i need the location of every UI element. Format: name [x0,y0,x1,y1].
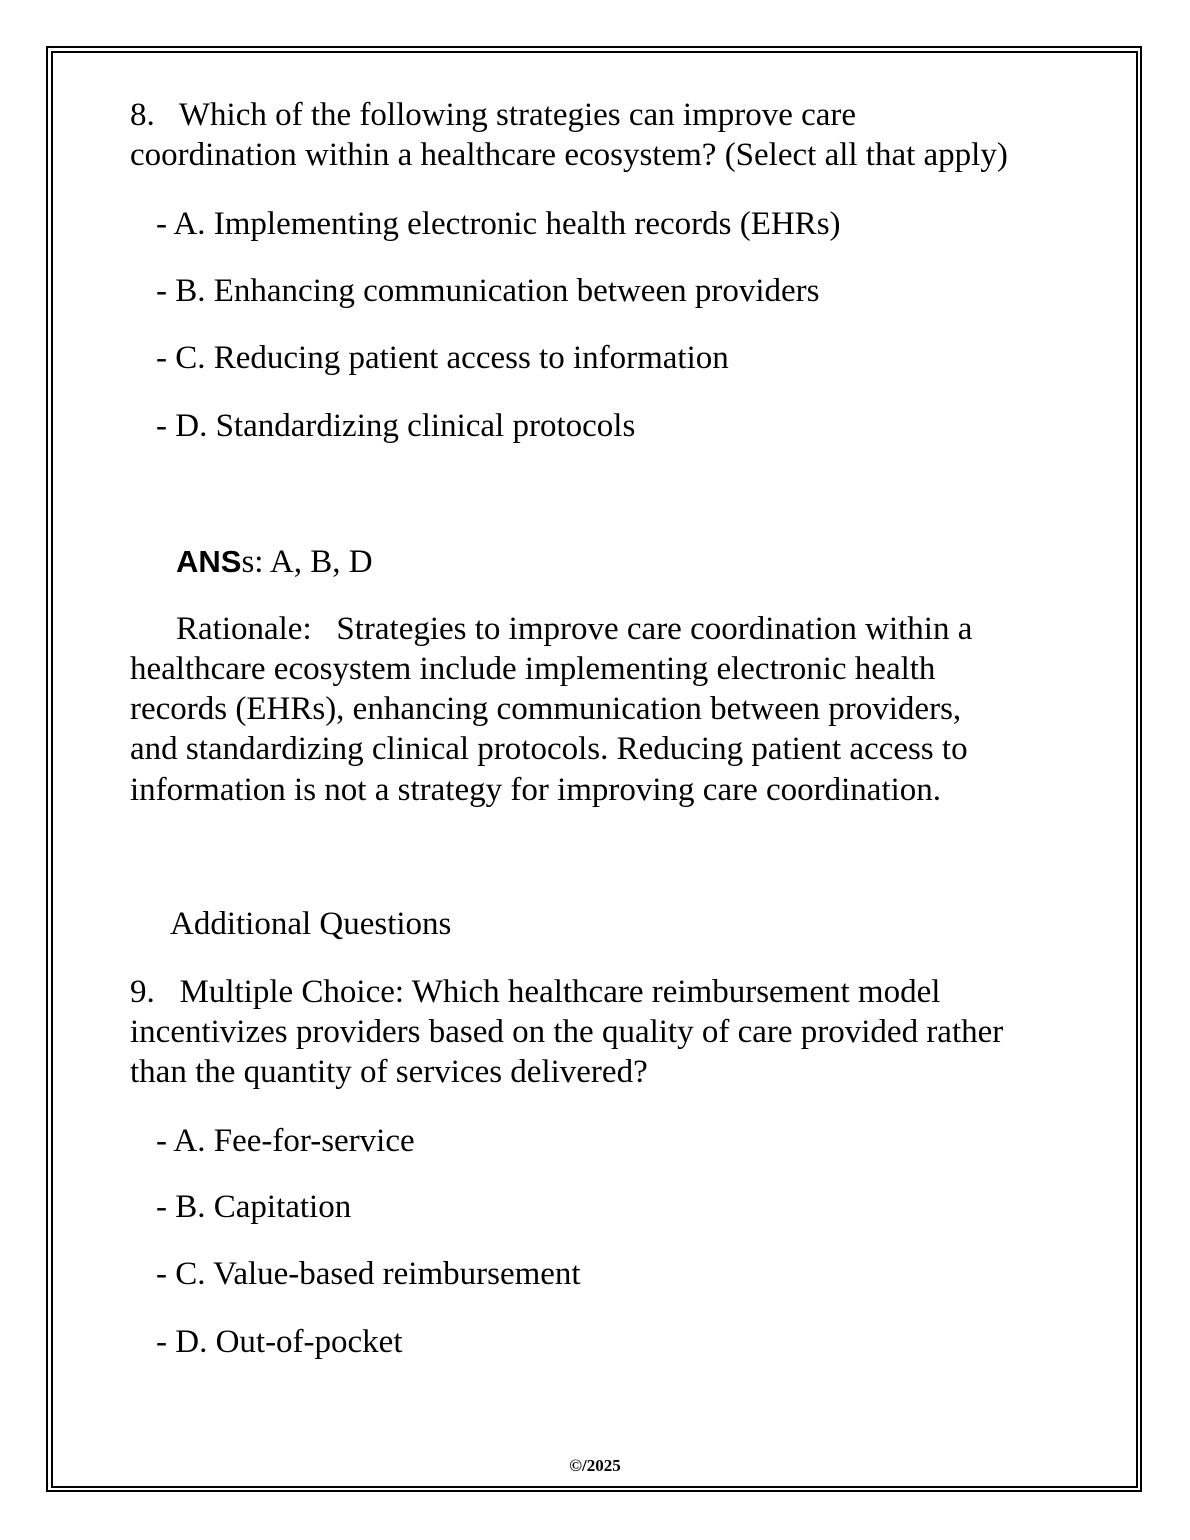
question-8-option-c: - C. Reducing patient access to information [156,340,729,376]
question-8-option-d: - D. Standardizing clinical protocols [156,408,636,444]
question-8-answer [176,542,373,582]
question-8-option-b: - B. Enhancing communication between providers [156,273,820,309]
rationale-line-5: information is not a strategy for improving care coordination. [130,772,942,808]
question-8-line-2: coordination within a healthcare ecosystem? (Select all that apply) [130,137,1008,173]
rationale-line-1: Rationale: Strategies to improve care coordination within a [176,611,973,647]
question-9-line-1 [130,972,940,1012]
question-8-option-a: - A. Implementing electronic health records (EHRs) [156,206,841,242]
question-9-option-a: - A. Fee-for-service [156,1123,415,1159]
copyright-footer: ©/2025 [569,1456,621,1475]
rationale-line-4: and standardizing clinical protocols. Reducing patient access to [130,731,968,767]
question-8-text-1: Which of the following strategies can improve care [178,97,857,133]
question-9-line-2: incentivizes providers based on the quality of care provided rather [130,1014,1004,1050]
rationale-line-3: records (EHRs), enhancing communication between providers, [130,691,962,727]
section-heading: Additional Questions [170,906,452,942]
question-8-line-1 [130,95,856,135]
answer-label: ANS [176,544,242,579]
question-9-text-1: Multiple Choice: Which healthcare reimbursement model [179,974,941,1010]
question-9-number: 9. [130,974,155,1010]
question-9-option-c: - C. Value-based reimbursement [156,1256,581,1292]
rationale-line-2: healthcare ecosystem include implementing electronic health [130,651,936,687]
question-9-option-d: - D. Out-of-pocket [156,1324,403,1360]
question-9-line-3: than the quantity of services delivered? [130,1054,648,1090]
answer-value: s: A, B, D [241,544,373,580]
question-8-number: 8. [130,97,155,133]
question-9-option-b: - B. Capitation [156,1189,352,1225]
